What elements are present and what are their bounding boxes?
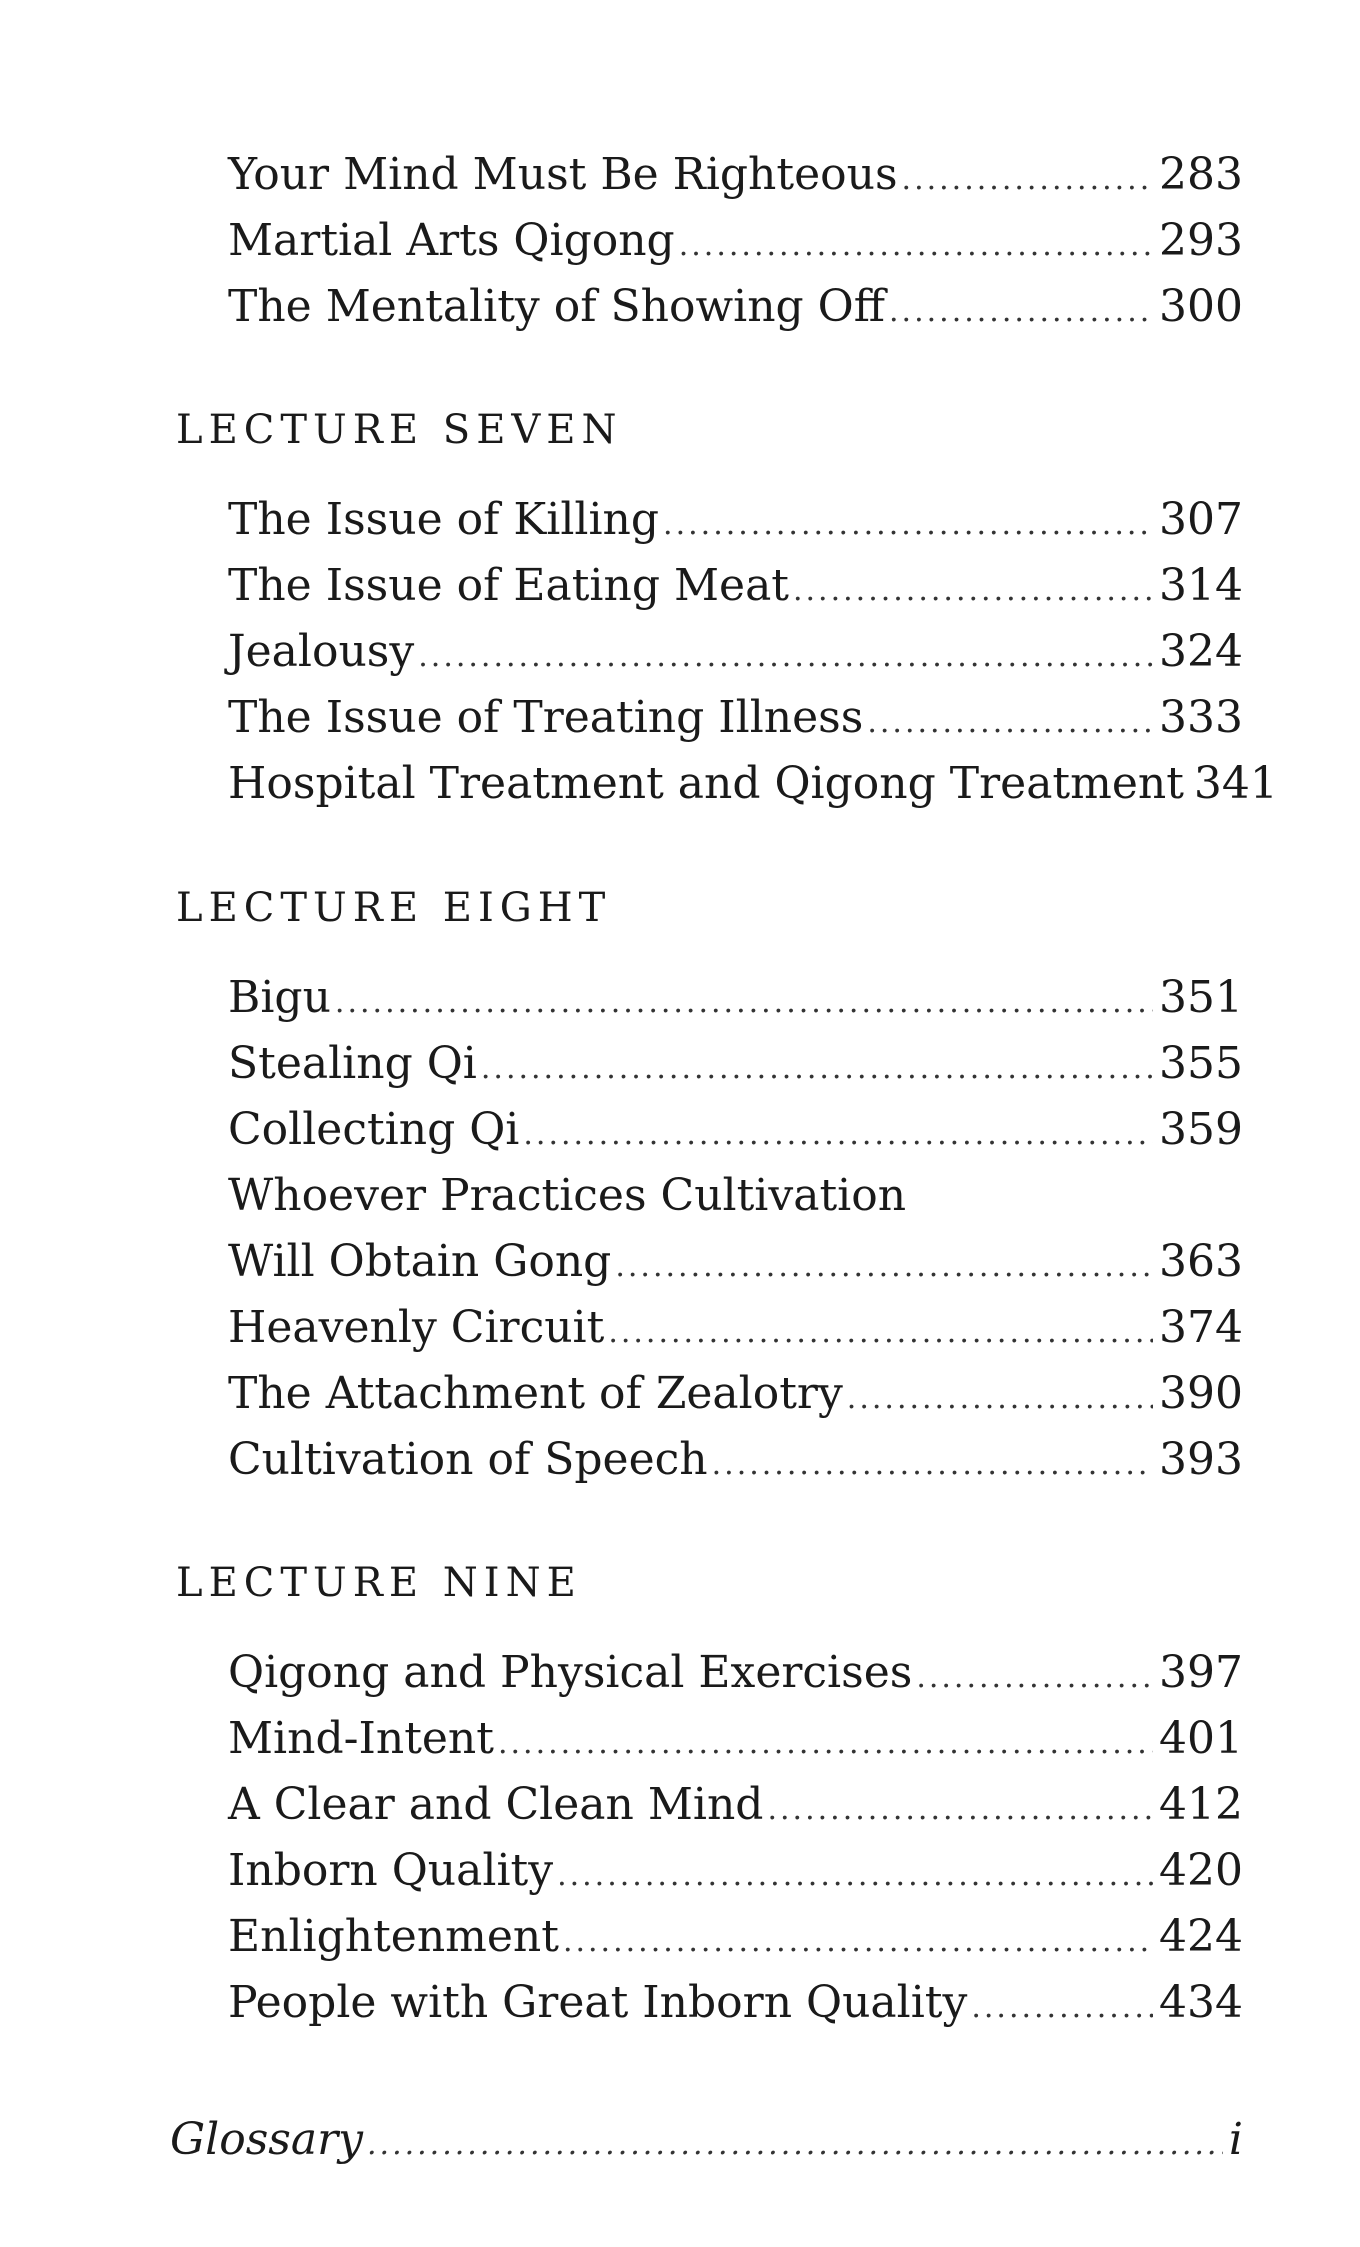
toc-entry-page: 390 bbox=[1159, 1368, 1243, 1419]
toc-entry-title: The Mentality of Showing Off bbox=[228, 281, 886, 332]
toc-entry[interactable] bbox=[228, 688, 1243, 748]
toc-entry-title: Jealousy bbox=[228, 626, 415, 677]
toc-entry-page: 300 bbox=[1159, 281, 1243, 332]
toc-entry[interactable] bbox=[228, 1364, 1243, 1424]
toc-entry[interactable] bbox=[228, 754, 1278, 814]
toc-entry-title: Whoever Practices Cultivation bbox=[228, 1170, 907, 1221]
toc-entry-title: The Issue of Treating Illness bbox=[228, 692, 864, 743]
toc-entry[interactable] bbox=[228, 277, 1243, 337]
toc-entry-title: The Issue of Eating Meat bbox=[228, 560, 789, 611]
toc-entry-page: 401 bbox=[1159, 1713, 1243, 1764]
lecture-heading: LECTURE SEVEN bbox=[176, 407, 623, 453]
toc-entry-page: 314 bbox=[1159, 560, 1243, 611]
toc-entry-page: 397 bbox=[1159, 1647, 1243, 1698]
toc-entry-title: Bigu bbox=[228, 972, 331, 1023]
dot-leader bbox=[367, 2115, 1223, 2175]
toc-entry-page: 363 bbox=[1159, 1236, 1243, 1287]
toc-entry-page: 355 bbox=[1159, 1038, 1243, 1089]
toc-entry[interactable] bbox=[228, 1973, 1243, 2033]
toc-entry-title: A Clear and Clean Mind bbox=[228, 1779, 764, 1830]
dot-leader bbox=[902, 150, 1153, 210]
toc-entry-title: Martial Arts Qigong bbox=[228, 215, 675, 266]
toc-entry-page: 324 bbox=[1159, 626, 1243, 677]
toc-entry-first-line[interactable] bbox=[228, 1166, 1243, 1226]
toc-entry-title: Hospital Treatment and Qigong Treatment bbox=[228, 758, 1184, 809]
dot-leader bbox=[971, 1978, 1153, 2038]
dot-leader bbox=[867, 693, 1153, 753]
toc-entry-title: Your Mind Must Be Righteous bbox=[228, 149, 898, 200]
dot-leader bbox=[679, 216, 1153, 276]
dot-leader bbox=[615, 1237, 1153, 1297]
toc-entry[interactable] bbox=[228, 1298, 1243, 1358]
toc-entry[interactable] bbox=[228, 1775, 1243, 1835]
dot-leader bbox=[916, 1648, 1153, 1708]
toc-entry-page: 393 bbox=[1159, 1434, 1243, 1485]
toc-entry[interactable] bbox=[228, 556, 1243, 616]
toc-entry-title: Cultivation of Speech bbox=[228, 1434, 708, 1485]
toc-entry-page: 374 bbox=[1159, 1302, 1243, 1353]
toc-entry-title: Heavenly Circuit bbox=[228, 1302, 605, 1353]
toc-entry-page: 434 bbox=[1159, 1977, 1243, 2028]
toc-entry[interactable] bbox=[228, 1907, 1243, 1967]
toc-entry-page: 359 bbox=[1159, 1104, 1243, 1155]
toc-entry-title: Stealing Qi bbox=[228, 1038, 477, 1089]
toc-entry[interactable] bbox=[228, 1034, 1243, 1094]
dot-leader bbox=[523, 1105, 1153, 1165]
toc-entry-page: 341 bbox=[1193, 758, 1278, 809]
toc-entry[interactable] bbox=[228, 490, 1243, 550]
dot-leader bbox=[793, 561, 1153, 621]
toc-entry-title: Glossary bbox=[170, 2114, 363, 2165]
lecture-heading: LECTURE NINE bbox=[176, 1560, 582, 1606]
toc-entry-title: The Attachment of Zealotry bbox=[228, 1368, 843, 1419]
toc-entry-page: 307 bbox=[1159, 494, 1243, 545]
toc-entry-glossary[interactable] bbox=[170, 2110, 1243, 2170]
toc-entry-page: 351 bbox=[1159, 972, 1243, 1023]
toc-entry-page: i bbox=[1228, 2114, 1243, 2165]
toc-entry-title: Collecting Qi bbox=[228, 1104, 520, 1155]
toc-entry-page: 412 bbox=[1159, 1779, 1243, 1830]
dot-leader bbox=[712, 1435, 1153, 1495]
toc-entry[interactable] bbox=[228, 1841, 1243, 1901]
lecture-heading: LECTURE EIGHT bbox=[176, 885, 612, 931]
toc-entry[interactable] bbox=[228, 145, 1243, 205]
toc-entry[interactable] bbox=[228, 1232, 1243, 1292]
toc-entry-title: Qigong and Physical Exercises bbox=[228, 1647, 913, 1698]
toc-entry-page: 333 bbox=[1159, 692, 1243, 743]
dot-leader bbox=[498, 1714, 1153, 1774]
toc-entry-title: People with Great Inborn Quality bbox=[228, 1977, 968, 2028]
dot-leader bbox=[481, 1039, 1153, 1099]
dot-leader bbox=[418, 627, 1153, 687]
toc-entry[interactable] bbox=[228, 622, 1243, 682]
toc-entry-title: The Issue of Killing bbox=[228, 494, 660, 545]
toc-entry[interactable] bbox=[228, 1643, 1243, 1703]
toc-entry[interactable] bbox=[228, 1709, 1243, 1769]
dot-leader bbox=[767, 1780, 1153, 1840]
toc-entry-page: 283 bbox=[1159, 149, 1243, 200]
toc-entry[interactable] bbox=[228, 1430, 1243, 1490]
toc-entry-title: Enlightenment bbox=[228, 1911, 559, 1962]
dot-leader bbox=[663, 495, 1153, 555]
toc-entry[interactable] bbox=[228, 211, 1243, 271]
toc-entry-page: 293 bbox=[1159, 215, 1243, 266]
dot-leader bbox=[847, 1369, 1153, 1429]
dot-leader bbox=[889, 282, 1153, 342]
toc-entry-title: Inborn Quality bbox=[228, 1845, 554, 1896]
toc-entry-title: Mind-Intent bbox=[228, 1713, 494, 1764]
dot-leader bbox=[563, 1912, 1153, 1972]
toc-entry[interactable] bbox=[228, 1100, 1243, 1160]
dot-leader bbox=[608, 1303, 1153, 1363]
toc-entry-page: 424 bbox=[1159, 1911, 1243, 1962]
dot-leader bbox=[557, 1846, 1153, 1906]
dot-leader bbox=[335, 973, 1153, 1033]
toc-entry-page: 420 bbox=[1159, 1845, 1243, 1896]
toc-entry[interactable] bbox=[228, 968, 1243, 1028]
toc-entry-title: Will Obtain Gong bbox=[228, 1236, 612, 1287]
